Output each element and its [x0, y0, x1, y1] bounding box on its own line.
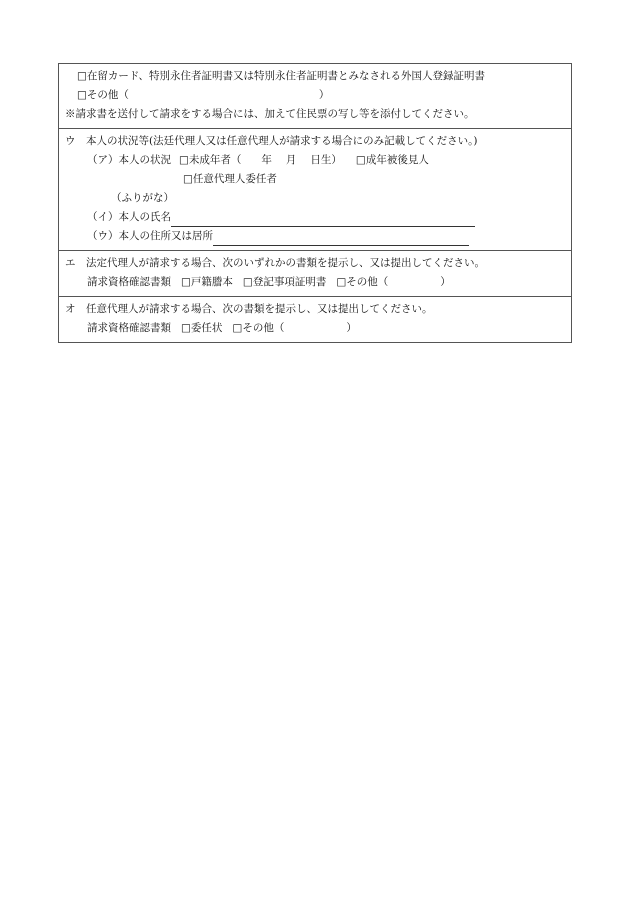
residence-card-label: □在留カード、特別永住者証明書又は特別永住者証明書とみなされる外国人登録証明書	[77, 70, 485, 82]
legal-representative-section	[59, 251, 571, 297]
qualification-docs-label: 請求資格確認書類	[87, 322, 171, 334]
other-document-close: ）	[318, 89, 330, 101]
other-document-label: □その他（	[77, 89, 129, 101]
voluntary-other-option[interactable]: □その他（	[232, 322, 285, 334]
principal-name-row	[65, 208, 565, 227]
identity-document-section	[59, 64, 571, 129]
power-of-attorney-option[interactable]: □委任状	[181, 322, 223, 334]
furigana-row	[65, 189, 565, 208]
family-register-option[interactable]: □戸籍謄本	[181, 276, 233, 288]
principal-address-row	[65, 227, 565, 246]
legal-other-option[interactable]: □その他（	[336, 276, 389, 288]
qualification-docs-label: 請求資格確認書類	[87, 276, 171, 288]
furigana-label: （ふりがな）	[111, 192, 174, 204]
voluntary-representative-section	[59, 297, 571, 342]
delegator-label: □任意代理人委任者	[183, 173, 277, 185]
other-document-option[interactable]	[65, 86, 565, 105]
principal-name-field[interactable]	[171, 212, 475, 227]
adult-ward-option[interactable]: □成年被後見人	[355, 154, 429, 166]
request-form-section	[58, 63, 572, 343]
legal-representative-heading: エ 法定代理人が請求する場合、次のいずれかの書類を提示し、又は提出してください。	[65, 257, 485, 269]
principal-name-label: （イ）本人の氏名	[87, 211, 171, 223]
mail-request-note: ※請求書を送付して請求をする場合には、加えて住民票の写し等を添付してください。	[65, 108, 475, 120]
principal-address-field[interactable]	[213, 231, 469, 246]
principal-address-label: （ウ）本人の住所又は居所	[87, 230, 213, 242]
registry-certificate-option[interactable]: □登記事項証明書	[242, 276, 327, 288]
voluntary-representative-heading: オ 任意代理人が請求する場合、次の書類を提示し、又は提出してください。	[65, 303, 433, 315]
legal-representative-docs-row: 請求資格確認書類 □戸籍謄本 □登記事項証明書 □その他（ ）	[87, 276, 451, 288]
delegator-option[interactable]	[65, 170, 565, 189]
voluntary-representative-docs-row: 請求資格確認書類 □委任状 □その他（ ）	[87, 322, 357, 334]
principal-status-row: （ア）本人の状況 □未成年者（ 年 月 日生） □成年被後見人	[87, 154, 429, 166]
principal-status-section	[59, 129, 571, 251]
residence-card-option[interactable]	[65, 67, 565, 86]
principal-status-label: （ア）本人の状況	[87, 154, 171, 166]
minor-option[interactable]: □未成年者（	[179, 154, 242, 166]
principal-status-heading: ウ 本人の状況等(法廷代理人又は任意代理人が請求する場合にのみ記載してください。)	[65, 135, 478, 147]
